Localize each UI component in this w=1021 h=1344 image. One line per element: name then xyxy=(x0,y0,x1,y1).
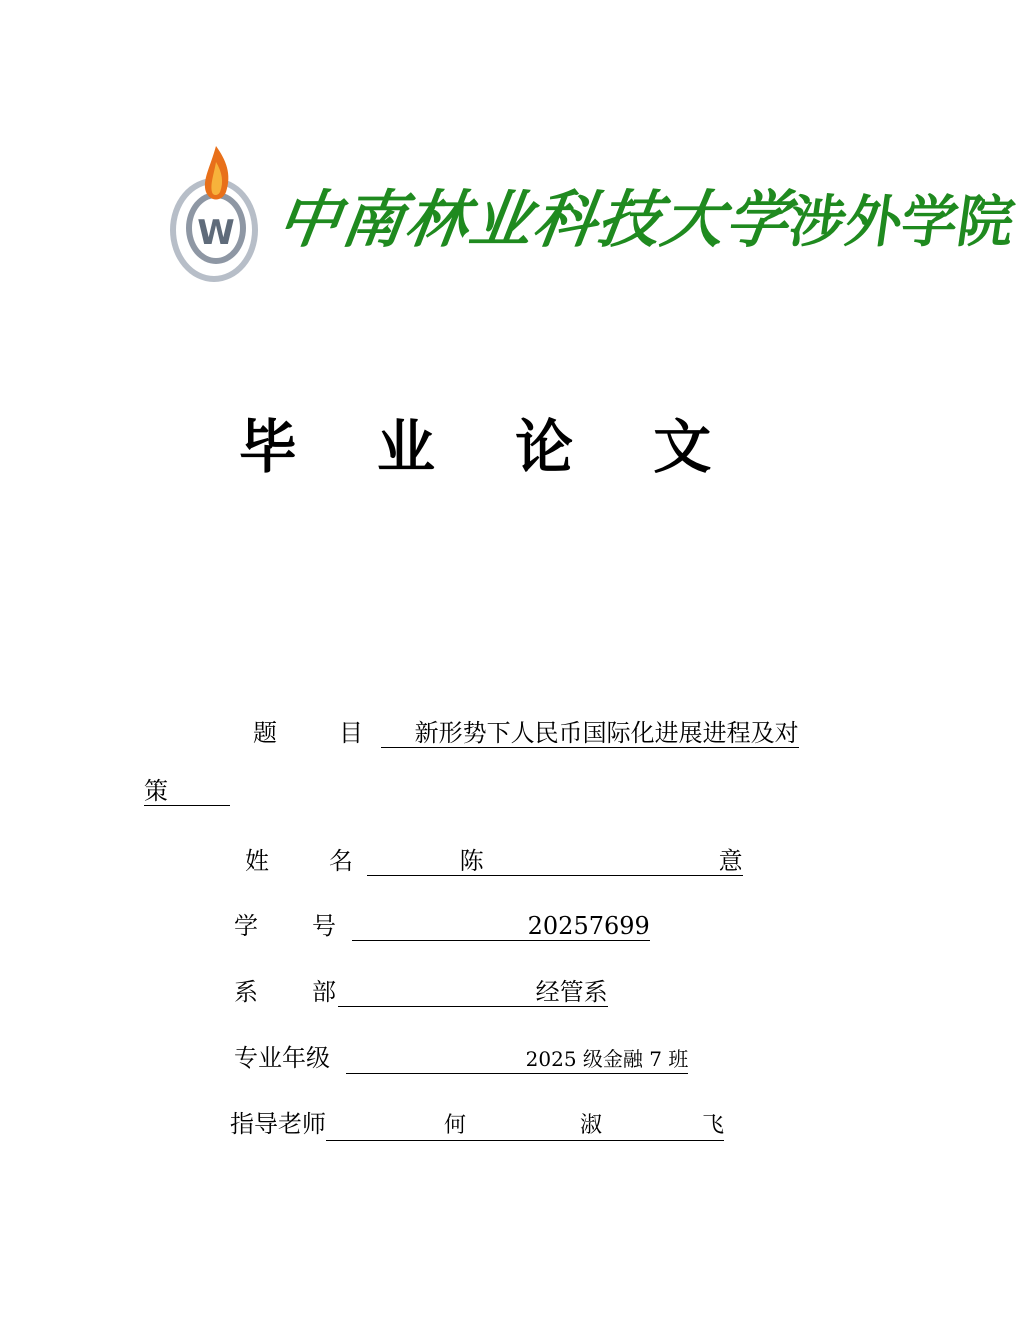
college-emblem-icon xyxy=(166,140,266,295)
advisor-value-1: 何 xyxy=(444,1113,467,1138)
topic-value-line1: 新形势下人民币国际化进展进程及对 xyxy=(381,719,799,748)
college-logo xyxy=(166,140,1019,295)
advisor-field xyxy=(230,1108,724,1141)
name-label-2: 名 xyxy=(329,847,353,875)
topic-field xyxy=(253,717,799,749)
school-name: 中南林业科技大学 xyxy=(272,183,796,256)
emblem-letter: W xyxy=(197,213,235,253)
student-id-label-2: 号 xyxy=(312,912,336,940)
department-label-2: 部 xyxy=(312,978,336,1006)
major-grade-value: 2025 级金融 7 班 xyxy=(346,1045,689,1074)
name-field xyxy=(245,845,743,877)
student-id-field xyxy=(234,910,650,942)
topic-value-line2: 策 xyxy=(144,777,230,806)
major-grade-label: 专业年级 xyxy=(234,1044,330,1072)
advisor-label: 指导老师 xyxy=(230,1110,326,1138)
department-value: 经管系 xyxy=(338,978,608,1007)
college-name: 涉外学院 xyxy=(785,190,1019,255)
topic-label-1: 题 xyxy=(253,719,277,747)
name-value-underline xyxy=(367,847,743,876)
document-title: 毕 业 论 文 xyxy=(238,413,742,481)
name-value-1: 陈 xyxy=(459,847,484,875)
student-id-value: 20257699 xyxy=(352,912,650,941)
logo-wordmark xyxy=(271,170,1019,270)
advisor-value-3: 飞 xyxy=(701,1113,724,1138)
topic-label-2: 目 xyxy=(339,719,363,747)
major-grade-field xyxy=(234,1042,688,1074)
name-value-2: 意 xyxy=(718,847,743,875)
department-label-1: 系 xyxy=(234,978,258,1006)
student-id-label-1: 学 xyxy=(234,912,258,940)
topic-field-continued xyxy=(144,775,230,807)
department-field xyxy=(234,976,608,1008)
advisor-value-underline xyxy=(326,1112,724,1141)
name-label-1: 姓 xyxy=(245,847,269,875)
advisor-value-2: 淑 xyxy=(580,1113,603,1138)
